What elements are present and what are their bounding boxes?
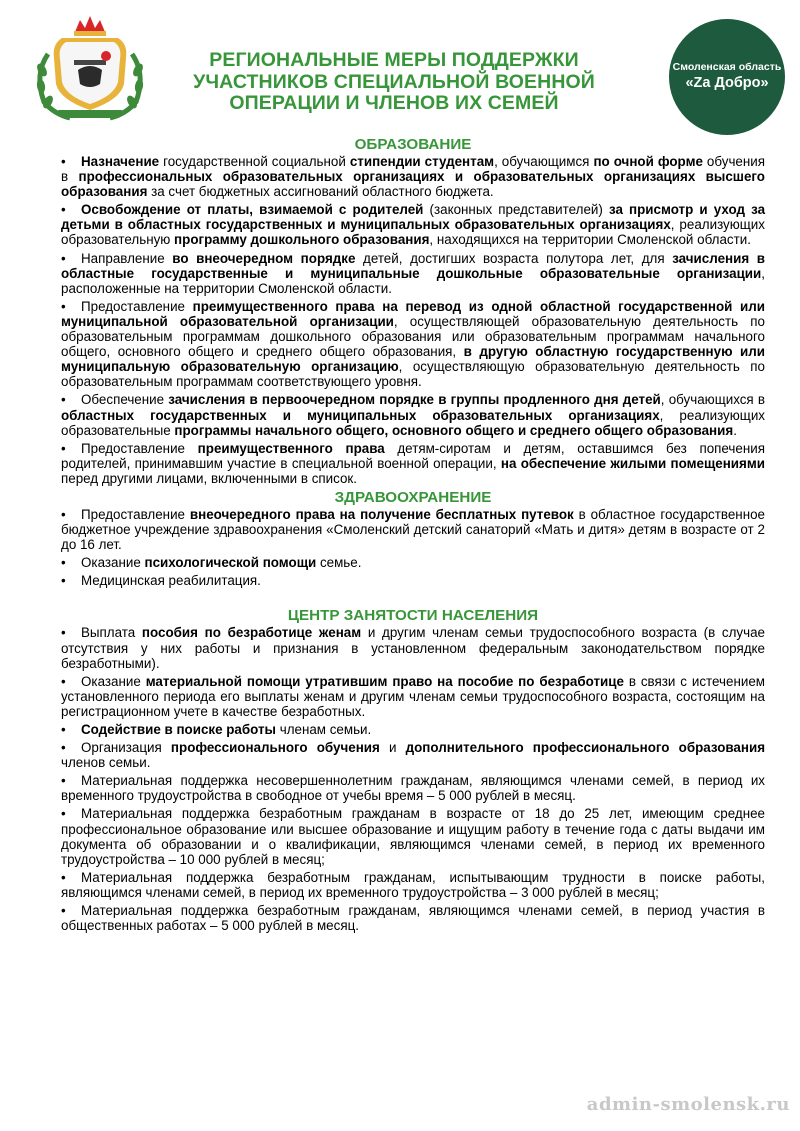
footer-site-url: admin-smolensk.ru <box>586 1094 790 1115</box>
list-item: • Материальная поддержка безработным гражданам, являющимся членами семей, в период участия в общественных работах – 5 000 рублей в месяц. <box>61 903 765 934</box>
list-item: • Предоставление преимущественного права детям-сиротам и детям, оставшимся без попечения родителей, принимавшим участие в специальной военной операции, на обеспечение жилыми помещениями перед другими лицами, включенными в список. <box>61 440 765 486</box>
header <box>0 0 800 135</box>
za-dobro-badge <box>669 19 785 135</box>
bullet-icon: • <box>61 573 66 589</box>
section-title: ЦЕНТР ЗАНЯТОСТИ НАСЕЛЕНИЯ <box>287 607 539 625</box>
section-title: ЗДРАВООХРАНЕНИЕ <box>334 488 492 506</box>
bullet-icon: • <box>61 506 66 522</box>
document-body <box>61 134 765 936</box>
bullet-icon: • <box>61 806 66 822</box>
title-line: ОПЕРАЦИИ И ЧЛЕНОВ ИХ СЕМЕЙ <box>229 92 559 114</box>
bullet-icon: • <box>61 154 66 169</box>
bullet-icon: • <box>61 202 66 218</box>
list-item: • Назначение государственной социальной стипендии студентам, обучающимся по очной форме обучения в профессиональных образовательных организациях и образовательных организациях высшего образования за счет бюджетных ассигнований областного бюджета. <box>61 154 765 200</box>
list-item: • Оказание психологической помощи семье. <box>61 555 362 571</box>
list-item: • Направление во внеочередном порядке детей, достигших возраста полутора лет, для зачисления в областные государственные и муниципальные дошкольные образовательные организации, расположенные на территории Смоленской области. <box>61 250 765 296</box>
bullet-icon: • <box>61 250 66 266</box>
bullet-icon: • <box>61 298 66 314</box>
bullet-icon: • <box>61 440 66 456</box>
section-title: ОБРАЗОВАНИЕ <box>354 136 472 153</box>
list-item: • Предоставление внеочередного права на получение бесплатных путевок в областное государственное бюджетное учреждение здравоохранения «Смоленский детский санаторий «Мать и дитя» детям в возрасте от 2 до 16 лет. <box>61 506 765 553</box>
list-item: • Организация профессионального обучения и дополнительного профессионального образования членов семьи. <box>61 740 766 771</box>
bullet-icon: • <box>61 555 66 571</box>
list-item: • Обеспечение зачисления в первоочередном порядке в группы продленного дня детей, обучающихся в областных государственных и муниципальных образовательных организациях, реализующих образовательные программы начального общего, основного общего и среднего общего образования. <box>61 392 766 438</box>
list-item: • Выплата пособия по безработице женам и другим членам семьи трудоспособного возраста (в случае отсутствия у них работы и признания в установленном федеральным законодательством порядке безработными). <box>61 625 765 671</box>
page-title <box>160 50 628 115</box>
title-line: УЧАСТНИКОВ СПЕЦИАЛЬНОЙ ВОЕННОЙ <box>193 70 595 93</box>
list-item: • Материальная поддержка безработным гражданам, испытывающим трудности в поиске работы, являющимся членами семей, в период их временного трудоустройства – 3 000 рублей в месяц; <box>61 869 765 900</box>
bullet-icon: • <box>61 773 66 789</box>
bullet-icon: • <box>61 392 66 408</box>
bullet-icon: • <box>61 869 66 885</box>
coat-of-arms-logo <box>30 14 150 124</box>
title-line: РЕГИОНАЛЬНЫЕ МЕРЫ ПОДДЕРЖКИ <box>209 49 579 71</box>
bullet-icon: • <box>61 740 66 756</box>
list-item: • Медицинская реабилитация. <box>61 573 261 589</box>
badge-slogan: «Za Добро» <box>685 75 769 91</box>
bullet-icon: • <box>61 673 66 689</box>
list-item: • Материальная поддержка несовершеннолетним гражданам, являющимся членами семей, в период их временного трудоустройства в свободное от учебы время – 5 000 рублей в месяц. <box>61 773 765 804</box>
list-item: • Содействие в поиске работы членам семьи. <box>61 722 372 737</box>
bullet-icon: • <box>61 722 66 737</box>
list-item: • Предоставление преимущественного права на перевод из одной областной государственной или муниципальной образовательной организации, осуществляющей образовательную деятельность по образовательным программам дошкольного образования или образовательным программам начального общего, основного общего и среднего общего образования, в другую областную государственную или муниципальную образовательную организацию, осуществляющую образовательную деятельность по образовательным программам соответствующего уровня. <box>61 298 765 390</box>
bullet-icon: • <box>61 625 66 641</box>
list-item: • Материальная поддержка безработным гражданам в возрасте от 18 до 25 лет, имеющим среднее профессиональное образование или высшее образование и ищущим работу в течение года с даты выдачи им документа об образовании и о квалификации, являющимся членами семей, в период их временного трудоустройства – 10 000 рублей в месяц; <box>61 806 765 867</box>
list-item: • Освобождение от платы, взимаемой с родителей (законных представителей) за присмотр и уход за детьми в областных государственных и муниципальных образовательных организациях, реализующих образовательную программу дошкольного образования, находящихся на территории Смоленской области. <box>61 202 766 248</box>
list-item: • Оказание материальной помощи утратившим право на пособие по безработице в связи с истечением установленного периода его выплаты женам и другим членам семьи трудоспособного возраста, состоящим на регистрационном учете в качестве безработных. <box>61 673 765 719</box>
badge-region: Смоленская область <box>672 61 782 73</box>
bullet-icon: • <box>61 903 66 919</box>
